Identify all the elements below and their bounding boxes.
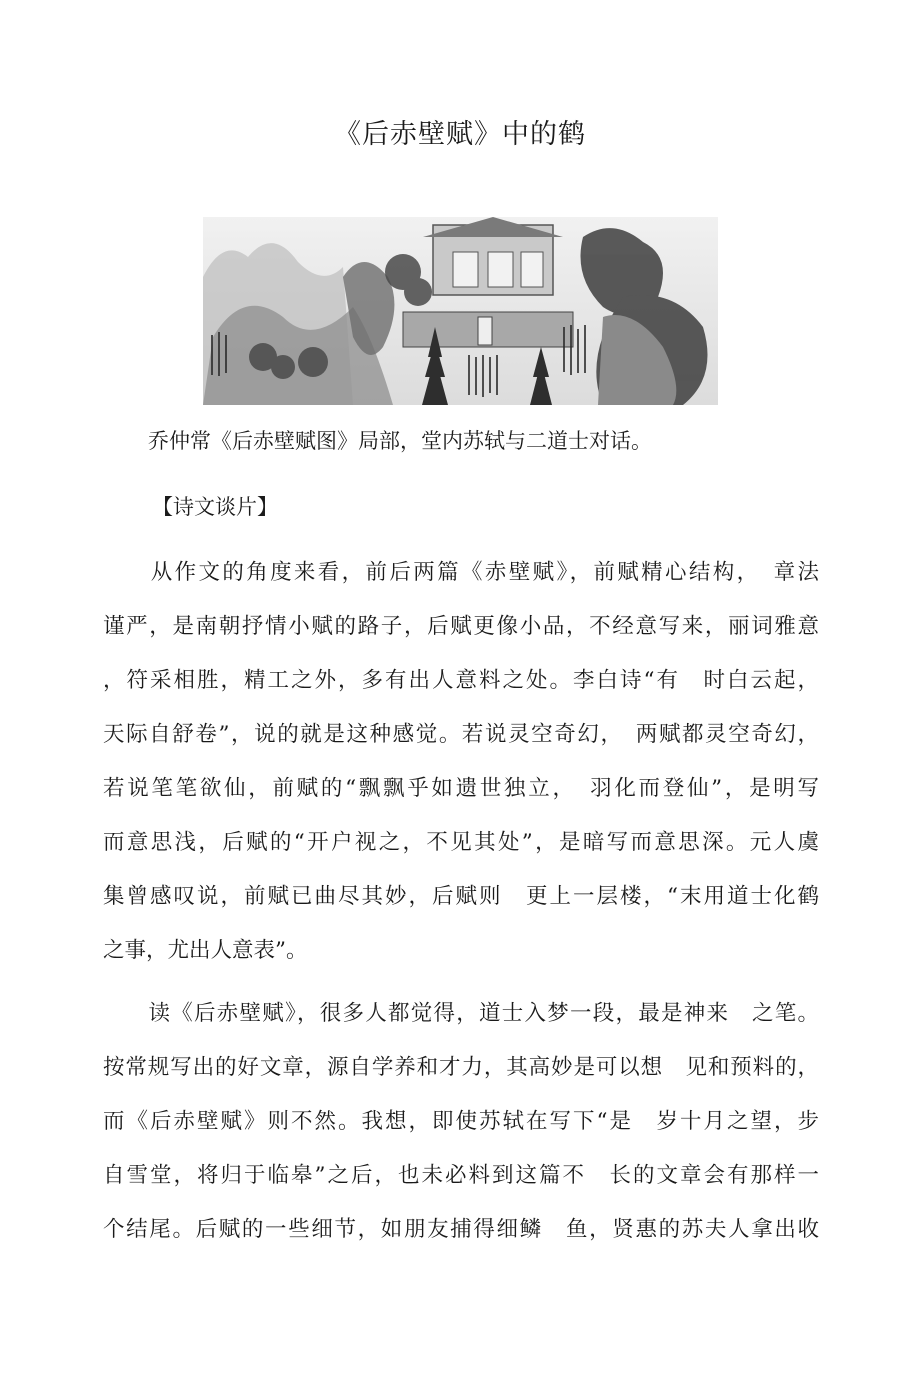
text-line: 谨严，是南朝抒情小赋的路子，后赋更像小品，不经意写来，丽词雅意 [103, 614, 819, 639]
paragraph-2 [103, 997, 819, 1267]
figure-caption: 乔仲常《后赤壁赋图》局部，堂内苏轼与二道士对话。 [148, 429, 652, 453]
text-line: 而《后赤壁赋》则不然。我想，即使苏轼在写下“是 岁十月之望，步 [103, 1109, 819, 1134]
text-line: 自雪堂，将归于临皋”之后，也未必料到这篇不 长的文章会有那样一 [103, 1163, 819, 1188]
text-line: 读《后赤壁赋》，很多人都觉得，道士入梦一段，最是神来 之笔。 [103, 1001, 819, 1026]
section-heading: 【诗文谈片】 [152, 495, 278, 519]
text-line: 个结尾。后赋的一些细节，如朋友捕得细鳞 鱼，贤惠的苏夫人拿出收 [103, 1217, 819, 1242]
painting-illustration [203, 217, 718, 405]
text-line: 之事，尤出人意表”。 [103, 938, 308, 963]
text-line: ，符采相胜，精工之外，多有出人意料之处。李白诗“有 时白云起， [103, 668, 819, 693]
paragraph-1 [103, 556, 819, 988]
text-line: 集曾感叹说，前赋已曲尽其妙，后赋则 更上一层楼，“末用道士化鹤 [103, 884, 819, 909]
text-line: 天际自舒卷”，说的就是这种感觉。若说灵空奇幻， 两赋都灵空奇幻， [103, 722, 819, 747]
text-line: 从作文的角度来看，前后两篇《赤壁赋》，前赋精心结构， 章法 [103, 560, 819, 585]
page-title: 《后赤壁赋》中的鹤 [334, 119, 586, 150]
painting-icon [203, 217, 718, 405]
text-line: 而意思浅，后赋的“开户视之，不见其处”，是暗写而意思深。元人虞 [103, 830, 819, 855]
text-line: 若说笔笔欲仙，前赋的“飘飘乎如遗世独立， 羽化而登仙”，是明写 [103, 776, 819, 801]
text-line: 按常规写出的好文章，源自学养和才力，其高妙是可以想 见和预料的， [103, 1055, 819, 1080]
